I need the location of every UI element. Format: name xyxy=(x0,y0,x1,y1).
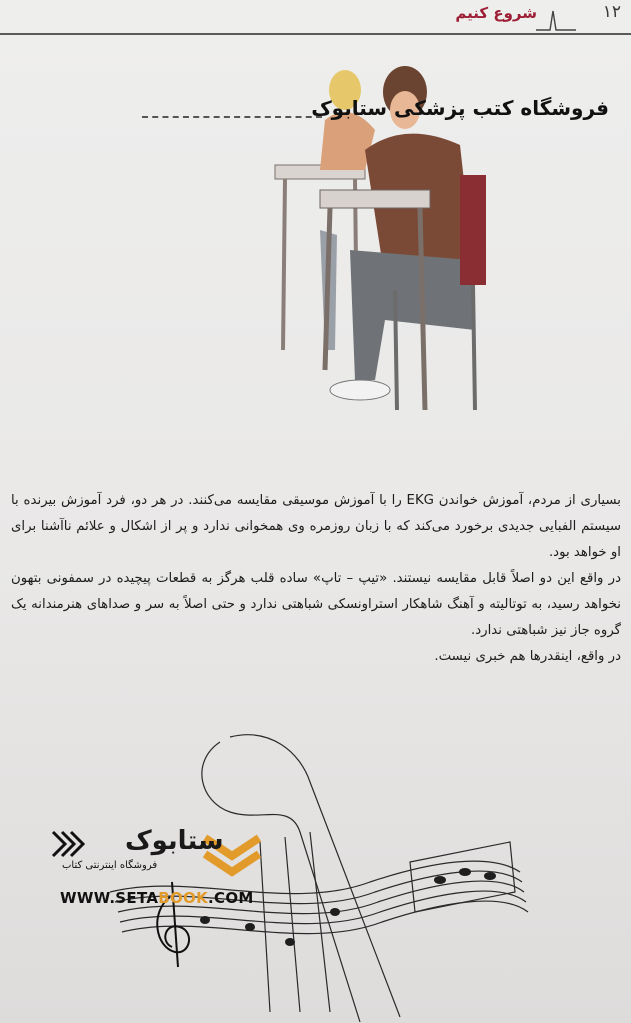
page-header xyxy=(0,0,631,40)
chapter-title: شروع کنیم xyxy=(455,4,537,22)
ekg-wave-icon xyxy=(536,8,576,32)
header-rule xyxy=(0,33,631,35)
watermark-title: فروشگاه کتب پزشکی ستابوک xyxy=(311,96,609,120)
logo-brand: ستابوک xyxy=(125,826,224,856)
logo-subtitle: فروشگاه اینترنتی کتاب xyxy=(62,860,158,871)
watermark-underline xyxy=(142,116,322,118)
body-text xyxy=(11,488,621,670)
paragraph-1: بسیاری از مردم، آموزش خواندن EKG را با آموزش موسیقی مقایسه می‌کنند. در هر دو، فرد آموزش بیرنده با سیستم الفبایی جدیدی برخورد می‌کند که با زبان روزمره وی همخوانی ندارد و پر از اشکال و علائم ناآشنا برای او خواهد بود. xyxy=(11,493,621,560)
logo-url-prefix: WWW.SETA xyxy=(60,889,159,907)
logo-url-suffix: .COM xyxy=(208,889,254,907)
logo-url-accent: BOOK xyxy=(158,889,209,907)
paragraph-3: در واقع، اینقدرها هم خبری نیست. xyxy=(434,649,621,664)
logo-url xyxy=(60,889,254,907)
paragraph-2: در واقع این دو اصلاً قابل مقایسه نیستند. «تیپ – تاپ» ساده قلب هرگز به قطعات پیچیده در سمفونی بتهون نخواهد رسید، به توتالیته و آهنگ شاهکار استراونسکی شباهتی ندارد و حتی اصلاً به سر و صداهای هنرمندانه یک گروه جاز نیز شباهتی ندارد. xyxy=(11,571,621,638)
page-number: ۱۲ xyxy=(602,2,621,22)
